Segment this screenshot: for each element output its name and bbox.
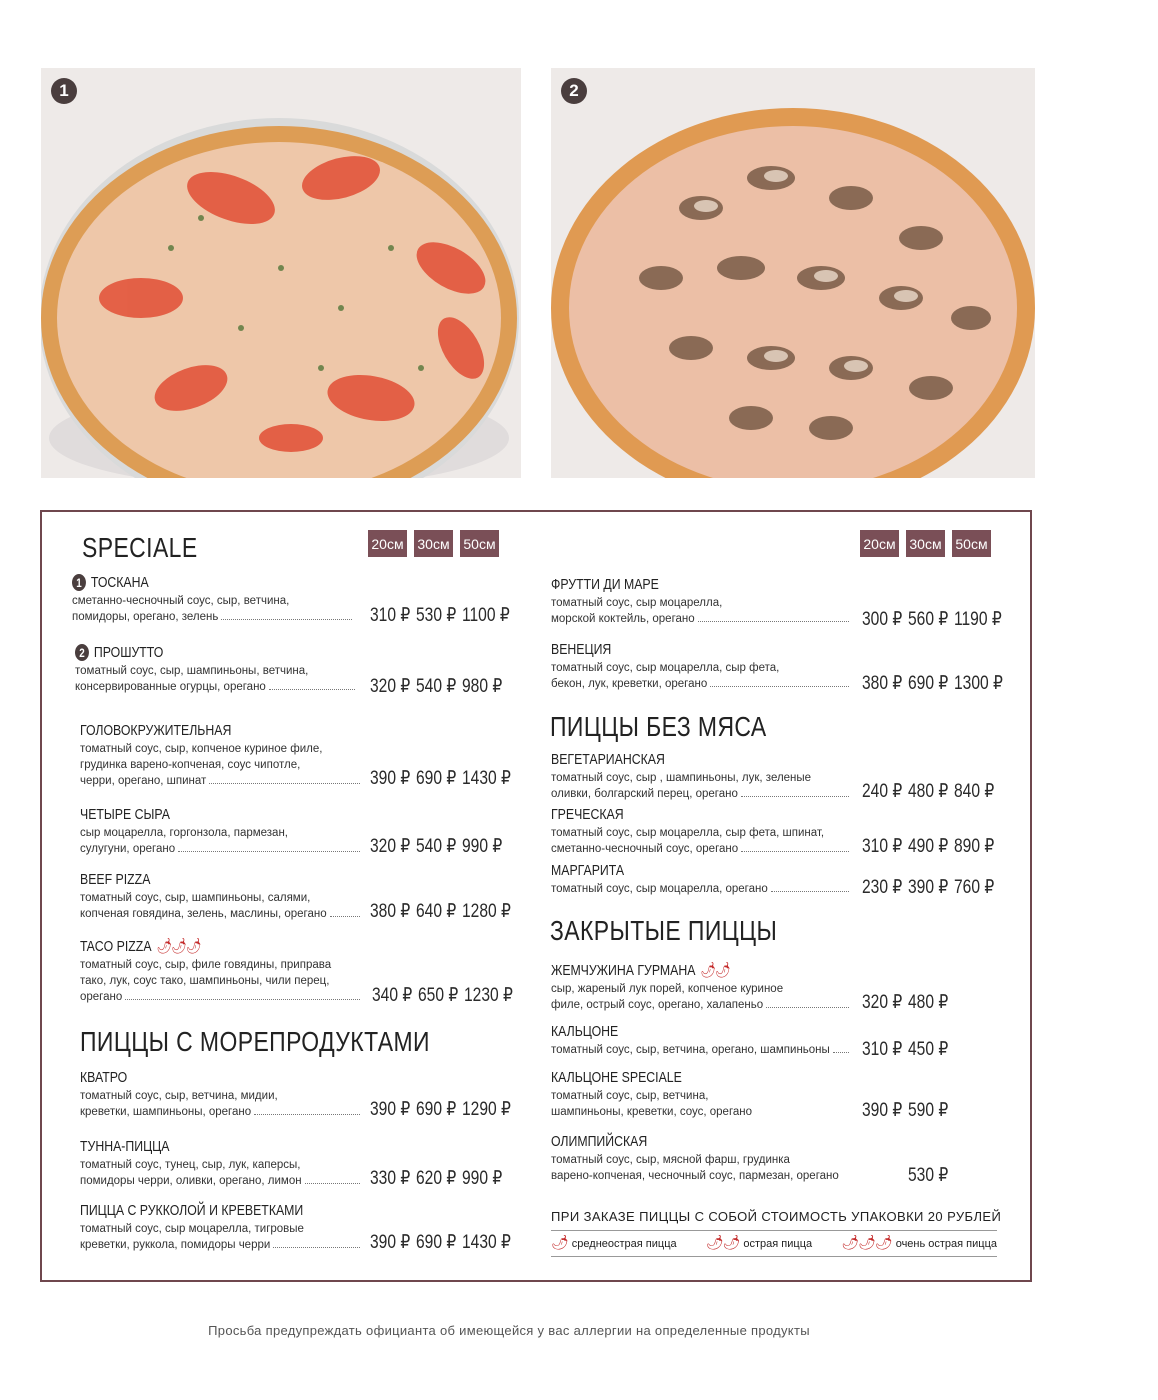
- item-name: КАЛЬЦОНЕ: [551, 1023, 619, 1040]
- chili-pepper-icon: 🌶: [551, 1234, 568, 1250]
- item-prices: 320 ₽ 540 ₽ 980 ₽: [370, 676, 503, 697]
- item-name: ГОЛОВОКРУЖИТЕЛЬНАЯ: [80, 722, 232, 739]
- item-description: томатный соус, сыр, копченое куриное филе, грудинка варено-копченая, соус чипотле, черри, орегано, шпинат: [80, 741, 362, 789]
- item-description: томатный соус, сыр моцарелла, сыр фета, бекон, лук, креветки, орегано: [551, 660, 851, 692]
- menu-item: [80, 806, 362, 857]
- menu-item: [72, 574, 354, 625]
- item-description: томатный соус, сыр , шампиньоны, лук, зеленые оливки, болгарский перец, орегано: [551, 770, 851, 802]
- section-title-no-meat: ПИЦЦЫ БЕЗ МЯСА: [550, 711, 767, 742]
- size-badge-20: 20см: [368, 530, 407, 557]
- item-prices: 300 ₽ 560 ₽ 1190 ₽: [862, 609, 1002, 630]
- item-prices: 310 ₽ 530 ₽ 1100 ₽: [370, 605, 510, 626]
- size-badges-left: [368, 530, 499, 557]
- pizza-toscana-image: [41, 68, 521, 478]
- size-badge-20: 20см: [860, 530, 899, 557]
- menu-frame: [40, 510, 1032, 1282]
- item-name: ГРЕЧЕСКАЯ: [551, 806, 624, 823]
- item-description: сметанно-чесночный соус, сыр, ветчина, помидоры, орегано, зелень: [72, 593, 354, 625]
- legend-item-very-hot: 🌶🌶🌶 очень острая пицца: [841, 1234, 997, 1250]
- item-name: ПИЦЦА С РУККОЛОЙ И КРЕВЕТКАМИ: [80, 1202, 304, 1219]
- menu-item: [80, 1138, 362, 1189]
- item-number-badge: 2: [75, 644, 89, 661]
- chili-pepper-icon: 🌶🌶: [705, 1234, 740, 1250]
- section-title-speciale: SPECIALE: [82, 532, 198, 563]
- item-description: сыр, жареный лук порей, копченое куриное филе, острый соус, орегано, халапеньо: [551, 981, 851, 1013]
- section-title-closed: ЗАКРЫТЫЕ ПИЦЦЫ: [550, 915, 778, 946]
- item-description: томатный соус, сыр, шампиньоны, салями, копченая говядина, зелень, маслины, орегано: [80, 890, 362, 922]
- pizza-proshutto-image: [551, 68, 1035, 478]
- item-description: сыр моцарелла, горгонзола, пармезан, сулугуни, орегано: [80, 825, 362, 857]
- item-prices: 390 ₽ 590 ₽: [862, 1100, 949, 1121]
- item-prices: 320 ₽ 540 ₽ 990 ₽: [370, 836, 503, 857]
- item-prices: 390 ₽ 690 ₽ 1290 ₽: [370, 1099, 511, 1120]
- spiciness-legend: [551, 1234, 997, 1257]
- size-badge-30: 30см: [414, 530, 453, 557]
- size-badges-right: [860, 530, 991, 557]
- item-description: томатный соус, сыр, ветчина, орегано, шампиньоны: [551, 1042, 851, 1058]
- pizza-photo-toscana: [41, 68, 521, 478]
- size-badge-30: 30см: [906, 530, 945, 557]
- item-description: томатный соус, сыр моцарелла, орегано: [551, 881, 851, 897]
- allergy-note: Просьба предупреждать официанта об имеющейся у вас аллергии на определенные продукты: [208, 1323, 810, 1338]
- item-name: ФРУТТИ ДИ МАРЕ: [551, 576, 659, 593]
- menu-item: [551, 1069, 851, 1120]
- menu-item: [80, 1202, 362, 1253]
- photo-badge: 1: [51, 78, 77, 104]
- item-name: TACO PIZZA: [80, 937, 152, 955]
- item-name: BEEF PIZZA: [80, 871, 151, 888]
- menu-item: [80, 871, 362, 922]
- menu-item: [75, 644, 357, 695]
- item-number-badge: 1: [72, 574, 86, 591]
- legend-item-medium: 🌶 среднеострая пицца: [551, 1234, 677, 1250]
- chili-pepper-icon: 🌶🌶🌶: [841, 1234, 892, 1250]
- pizza-photo-proshutto: [551, 68, 1035, 478]
- chili-pepper-icon: 🌶🌶🌶: [156, 938, 201, 955]
- item-description: томатный соус, тунец, сыр, лук, каперсы, помидоры черри, оливки, орегано, лимон: [80, 1157, 362, 1189]
- item-prices: 310 ₽ 490 ₽ 890 ₽: [862, 836, 995, 857]
- menu-item: [80, 937, 362, 1005]
- item-prices: 340 ₽ 650 ₽ 1230 ₽: [372, 985, 513, 1006]
- item-name: КВАТРО: [80, 1069, 128, 1086]
- menu-item: [551, 806, 851, 857]
- item-prices: 310 ₽ 450 ₽: [862, 1039, 949, 1060]
- menu-item: [80, 722, 362, 789]
- item-description: томатный соус, сыр, ветчина, шампиньоны, креветки, соус, орегано: [551, 1090, 753, 1118]
- item-description: томатный соус, сыр, филе говядины, приправа тако, лук, соус тако, шампиньоны, чили перец, орегано: [80, 957, 362, 1005]
- item-prices: 390 ₽ 690 ₽ 1430 ₽: [370, 768, 511, 789]
- menu-item: [551, 1023, 851, 1058]
- item-prices: 390 ₽ 690 ₽ 1430 ₽: [370, 1232, 511, 1253]
- item-name: ПРОШУТТО: [93, 644, 164, 661]
- item-name: ВЕНЕЦИЯ: [551, 641, 612, 658]
- item-prices: 230 ₽ 390 ₽ 760 ₽: [862, 877, 995, 898]
- size-badge-50: 50см: [952, 530, 991, 557]
- item-prices: 380 ₽ 690 ₽ 1300 ₽: [862, 673, 1003, 694]
- item-name: ЧЕТЫРЕ СЫРА: [80, 806, 170, 823]
- menu-item: [80, 1069, 362, 1120]
- size-badge-50: 50см: [460, 530, 499, 557]
- item-name: ТУННА-ПИЦЦА: [80, 1138, 170, 1155]
- item-description: томатный соус, сыр моцарелла, сыр фета, шпинат, сметанно-чесночный соус, орегано: [551, 825, 851, 857]
- menu-item: [551, 751, 851, 802]
- item-prices: 330 ₽ 620 ₽ 990 ₽: [370, 1168, 503, 1189]
- item-prices: 380 ₽ 640 ₽ 1280 ₽: [370, 901, 511, 922]
- item-name: ЖЕМЧУЖИНА ГУРМАНА: [551, 961, 696, 979]
- item-name: КАЛЬЦОНЕ SPECIALE: [551, 1069, 682, 1086]
- item-description: томатный соус, сыр, шампиньоны, ветчина, консервированные огурцы, орегано: [75, 663, 357, 695]
- takeaway-packaging-note: ПРИ ЗАКАЗЕ ПИЦЦЫ С СОБОЙ СТОИМОСТЬ УПАКОВКИ 20 РУБЛЕЙ: [551, 1209, 997, 1231]
- item-name: ВЕГЕТАРИАНСКАЯ: [551, 751, 665, 768]
- item-description: томатный соус, сыр, мясной фарш, грудинка варено-копченая, чесночный соус, пармезан, орегано: [551, 1154, 839, 1182]
- menu-item: [551, 961, 851, 1013]
- item-prices: 530 ₽: [908, 1165, 949, 1186]
- chili-pepper-icon: 🌶🌶: [700, 962, 730, 979]
- item-prices: 240 ₽ 480 ₽ 840 ₽: [862, 781, 995, 802]
- menu-item: [551, 862, 851, 897]
- item-prices: 320 ₽ 480 ₽: [862, 992, 949, 1013]
- section-title-seafood: ПИЦЦЫ С МОРЕПРОДУКТАМИ: [80, 1026, 430, 1057]
- item-description: томатный соус, сыр, ветчина, мидии, креветки, шампиньоны, орегано: [80, 1088, 362, 1120]
- menu-item: [551, 1133, 861, 1184]
- legend-item-hot: 🌶🌶 острая пицца: [705, 1234, 813, 1250]
- item-name: ТОСКАНА: [90, 574, 149, 591]
- item-name: МАРГАРИТА: [551, 862, 625, 879]
- item-description: томатный соус, сыр моцарелла, тигровые креветки, руккола, помидоры черри: [80, 1221, 362, 1253]
- item-description: томатный соус, сыр моцарелла, морской коктейль, орегано: [551, 595, 851, 627]
- item-name: ОЛИМПИЙСКАЯ: [551, 1133, 648, 1150]
- photo-badge: 2: [561, 78, 587, 104]
- menu-item: [551, 576, 851, 627]
- menu-item: [551, 641, 851, 692]
